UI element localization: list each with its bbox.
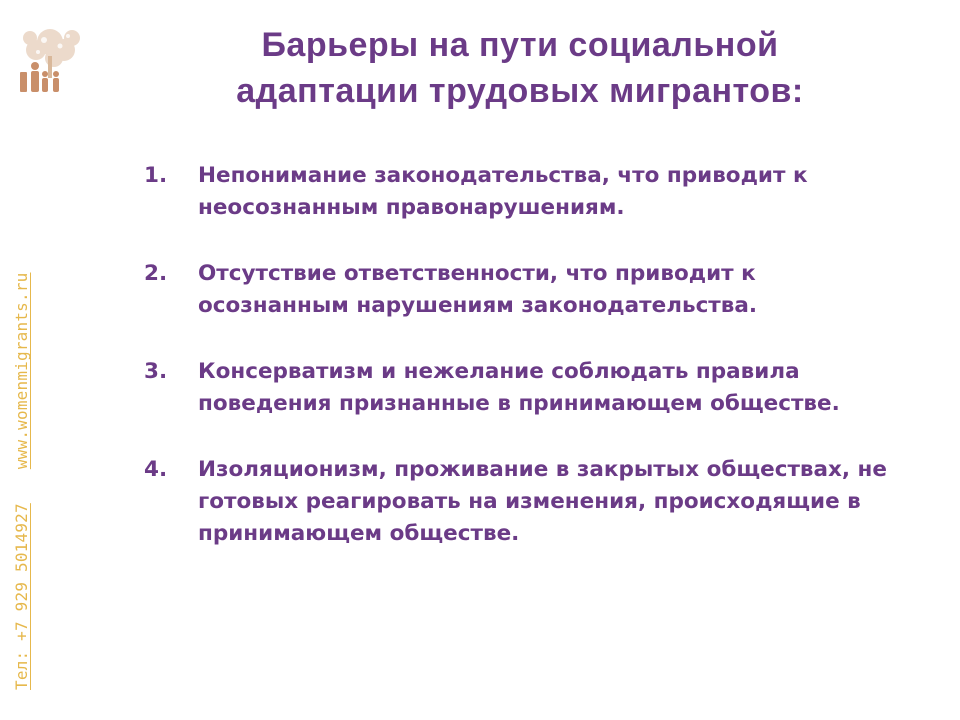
title-line-1: Барьеры на пути социальной: [261, 26, 779, 64]
list-item: [144, 258, 914, 322]
list-item-text: Консерватизм и нежелание соблюдать правила поведения признанные в принимающем обществе.: [198, 359, 840, 416]
list-item-number: 4.: [144, 457, 168, 482]
title-line-2: адаптации трудовых мигрантов:: [236, 72, 804, 110]
list-item-number: 1.: [144, 163, 168, 188]
barriers-list: [144, 160, 914, 584]
contact-strip: [12, 273, 31, 690]
list-item-number: 3.: [144, 359, 168, 384]
list-item: [144, 160, 914, 224]
family-tree-logo-icon: [14, 22, 94, 94]
phone-number: Тел: +7 929 5014927: [12, 503, 31, 690]
list-item-text: Изоляционизм, проживание в закрытых обществах, не готовых реагировать на изменения, происходящие в принимающем обществе.: [198, 457, 887, 546]
slide-title: [120, 22, 920, 114]
website-link[interactable]: www.womenmigrants.ru: [12, 272, 31, 470]
list-item: [144, 356, 914, 420]
list-item-text: Непонимание законодательства, что приводит к неосознанным правонарушениям.: [198, 163, 808, 220]
list-item-number: 2.: [144, 261, 168, 286]
list-item-text: Отсутствие ответственности, что приводит к осознанным нарушениям законодательства.: [198, 261, 758, 318]
list-item: [144, 454, 914, 550]
